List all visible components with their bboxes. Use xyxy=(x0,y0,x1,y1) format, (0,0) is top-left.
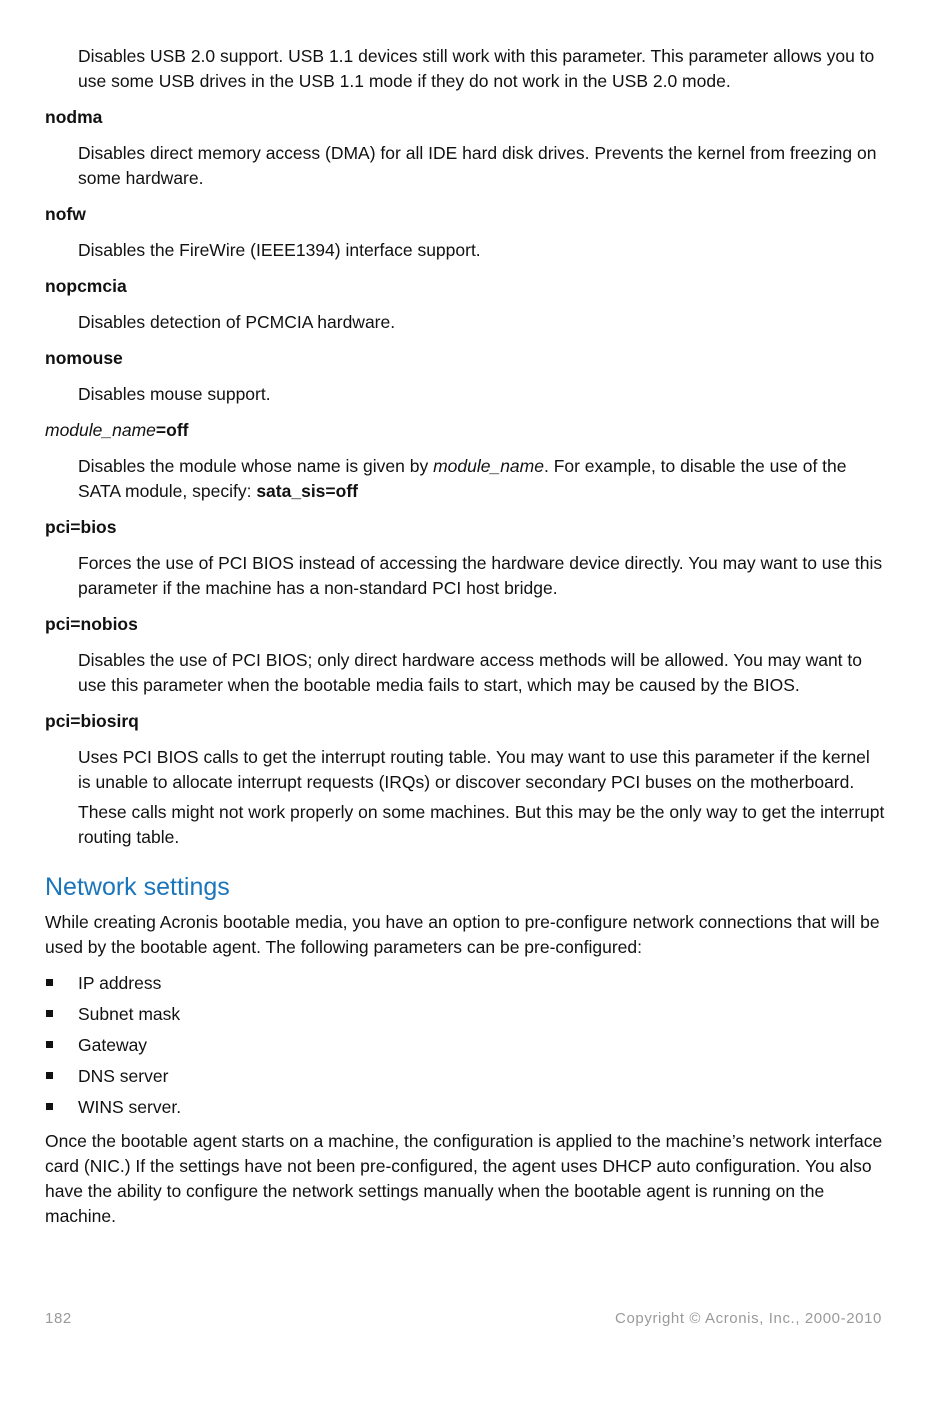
param-pci-biosirq: pci=biosirq xyxy=(45,711,139,731)
page-number: 182 xyxy=(45,1310,72,1327)
list-item xyxy=(45,1095,885,1120)
network-outro: Once the bootable agent starts on a machine, the configuration is applied to the machine’s network interface card (NIC.) If the settings have not been pre-configured, the agent uses DHCP auto configuration. You also have the ability to configure the network settings manually when the bootable agent is running on the machine. xyxy=(45,1131,883,1226)
bullet-icon xyxy=(46,1041,53,1048)
module-desc-part1: Disables the module whose name is given by xyxy=(78,456,434,476)
bullet-icon xyxy=(46,1010,53,1017)
module-term-italic: module_name xyxy=(45,420,156,440)
pci-biosirq-description: Uses PCI BIOS calls to get the interrupt routing table. You may want to use this parameter if the kernel is unable to allocate interrupt requests (IRQs) or discover secondary PCI buses on the motherboard. xyxy=(78,747,870,792)
param-nodma: nodma xyxy=(45,107,103,127)
module-term-bold: =off xyxy=(155,420,189,440)
param-pci-nobios: pci=nobios xyxy=(45,614,138,634)
list-item-label: Gateway xyxy=(78,1035,148,1055)
list-item-label: WINS server. xyxy=(78,1097,182,1117)
pci-bios-description: Forces the use of PCI BIOS instead of accessing the hardware device directly. You may want to use this parameter if the machine has a non-standard PCI host bridge. xyxy=(78,553,883,598)
list-item-label: Subnet mask xyxy=(78,1004,181,1024)
network-parameter-list xyxy=(45,971,885,1120)
list-item-label: IP address xyxy=(78,973,162,993)
module-desc-part2: . For example, to disable the use of the SATA module, specify: xyxy=(78,456,847,501)
network-settings-heading: Network settings xyxy=(45,873,230,901)
nomouse-description: Disables mouse support. xyxy=(78,384,271,404)
param-nomouse: nomouse xyxy=(45,348,123,368)
param-nofw: nofw xyxy=(45,204,86,224)
module-desc-example: sata_sis=off xyxy=(256,481,358,501)
network-intro: While creating Acronis bootable media, you have an option to pre-configure network connections that will be used by the bootable agent. The following parameters can be pre-configured: xyxy=(45,912,880,957)
bullet-icon xyxy=(46,1103,53,1110)
param-module-off xyxy=(45,418,885,443)
bullet-icon xyxy=(46,1072,53,1079)
list-item xyxy=(45,971,885,996)
usb2-description: Disables USB 2.0 support. USB 1.1 devices still work with this parameter. This parameter allows you to use some USB drives in the USB 1.1 mode if they do not work in the USB 2.0 mode. xyxy=(78,46,875,91)
module-description xyxy=(78,454,885,504)
list-item xyxy=(45,1002,885,1027)
list-item xyxy=(45,1064,885,1089)
nopcmcia-description: Disables detection of PCMCIA hardware. xyxy=(78,312,396,332)
copyright-notice: Copyright © Acronis, Inc., 2000-2010 xyxy=(615,1310,882,1327)
bullet-icon xyxy=(46,979,53,986)
module-desc-italic: module_name xyxy=(433,456,544,476)
list-item xyxy=(45,1033,885,1058)
nofw-description: Disables the FireWire (IEEE1394) interface support. xyxy=(78,240,481,260)
param-pci-bios: pci=bios xyxy=(45,517,117,537)
param-nopcmcia: nopcmcia xyxy=(45,276,127,296)
pci-biosirq-note: These calls might not work properly on some machines. But this may be the only way to get the interrupt routing table. xyxy=(78,802,885,847)
list-item-label: DNS server xyxy=(78,1066,169,1086)
document-page xyxy=(45,44,885,1240)
pci-nobios-description: Disables the use of PCI BIOS; only direct hardware access methods will be allowed. You may want to use this parameter when the bootable media fails to start, which may be caused by the BIOS. xyxy=(78,650,863,695)
nodma-description: Disables direct memory access (DMA) for all IDE hard disk drives. Prevents the kernel from freezing on some hardware. xyxy=(78,143,877,188)
